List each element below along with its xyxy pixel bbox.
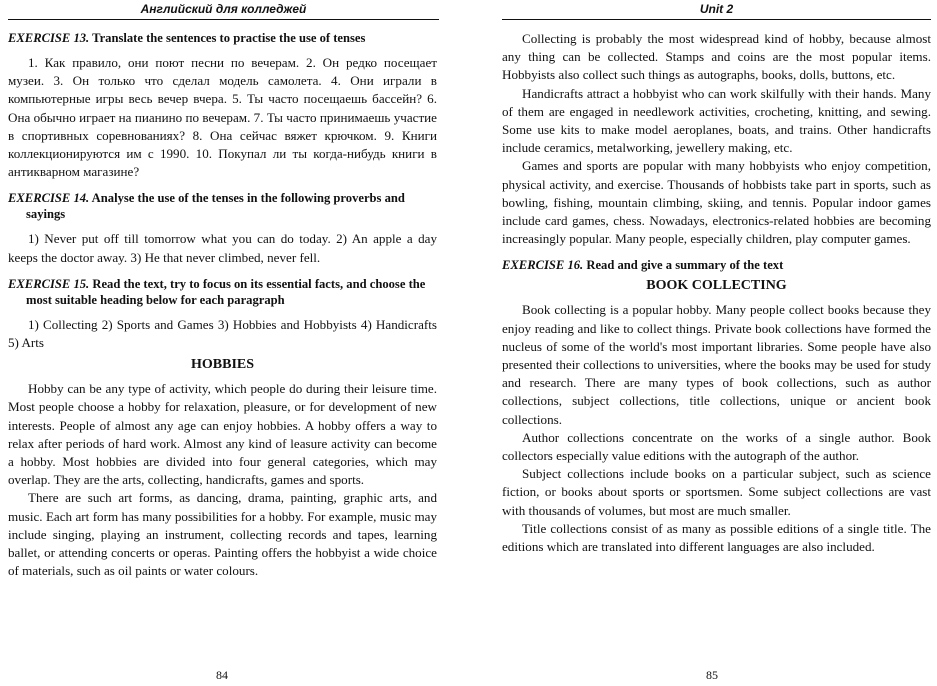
header-rule-left	[8, 19, 439, 20]
right-page-content	[502, 30, 931, 556]
exercise-13-instruction: Translate the sentences to practise the use of tenses	[92, 31, 366, 45]
exercise-16-number: EXERCISE 16.	[502, 258, 584, 273]
exercise-14-text: 1) Never put off till tomorrow what you can do today. 2) An apple a day keeps the doctor away. 3) He that never climbed, never fell.	[8, 231, 437, 265]
handicrafts-paragraph: Handicrafts attract a hobbyist who can work skilfully with their hands. Many of them are engaged in needlework activities, crocheting, knitting, and sewing. Some use kits to make model aeroplanes, boats, and trains. Other handicrafts include ceramics, metalworking, jewellery making, etc.	[502, 85, 931, 156]
right-page	[480, 0, 937, 686]
title-collections-paragraph: Title collections consist of as many as possible editions of a single title. The editions which are translated into different languages are also included.	[502, 520, 931, 555]
exercise-13-heading	[8, 30, 437, 46]
subject-collections-paragraph: Subject collections include books on a particular subject, such as science fiction, or books about sports or sportsmen. Some subject collections are vast with thousands of volumes, but most are much smaller.	[502, 466, 931, 518]
exercise-13-text: 1. Как правило, они поют песни по вечерам. 2. Он редко посещает музеи. 3. Он только что сделал модель самолета. 4. Они играли в компьютерные игры весь вечер вчера. 5. Ты часто посещаешь бассейн? 6. Она обычно играет на пианино по вечерам. 7. Ты часто принимаешь участие в спортивных соревнованиях? 8. Она сейчас вяжет крючком. 9. Книги коллекционируются им с 1990. 10. Покупал ли ты когда-нибудь книги в антикварном магазине?	[8, 55, 437, 180]
left-page	[0, 0, 447, 686]
exercise-15-headings-list: 1) Collecting 2) Sports and Games 3) Hobbies and Hobbyists 4) Handicrafts 5) Arts	[8, 316, 437, 351]
hobbies-title: HOBBIES	[190, 357, 255, 373]
hobbies-paragraph-2: There are such art forms, as dancing, drama, painting, graphic arts, and music. Each art form has many possibilities for a hobby. For example, music may include singing, playing an instrument, collecting records and tapes, learning ballet, or attending concerts or operas. Painting offers the hobbyist a wide choice of materials, such as oil paints or water colours.	[8, 490, 437, 579]
running-head-right: Unit 2	[699, 2, 734, 16]
header-rule-right	[502, 19, 931, 20]
hobbies-paragraph-1: Hobby can be any type of activity, which people do during their leisure time. Most people choose a hobby for relaxation, pleasure, or for development of new interests. People of almost any age can enjoy hobbies. A hobby offers a way to relax after periods of hard work. Almost any kind of leasure activity can become a hobby. Most hobbies are divided into four general categories, which may overlap. They are the arts, collecting, handicrafts, games and sports.	[8, 381, 437, 488]
games-sports-paragraph: Games and sports are popular with many hobbyists who enjoy competition, physical activity, and exercise. Thousands of hobbists take part in sports, such as bowling, fishing, mountain climbing, skiing, and tennis. Popular indoor games include card games, chess. Nowadays, electronics-related hobbies are becoming increasingly popular. Many people, especially children, play computer games.	[502, 158, 931, 247]
exercise-14-instruction: Analyse the use of the tenses in the following proverbs and sayings	[26, 191, 405, 222]
book-collecting-title: BOOK COLLECTING	[646, 278, 787, 294]
book-collecting-paragraph-1: Book collecting is a popular hobby. Many people collect books because they enjoy reading and like to collect things. Private book collections have formed the nucleus of some of the world's most important libraries. Some people have also presented their collections to universities, where the books may be used for study and research. There are many types of book collections, such as author collections, subject collections, title collections, unique or ancient book collections.	[502, 302, 931, 427]
exercise-13-number: EXERCISE 13.	[8, 31, 90, 45]
exercise-16-heading	[502, 257, 931, 273]
exercise-14-number: EXERCISE 14.	[8, 191, 90, 206]
exercise-15-instruction: Read the text, try to focus on its essential facts, and choose the most suitable heading below for each paragraph	[26, 276, 426, 307]
left-page-content	[8, 30, 437, 580]
exercise-15-number: EXERCISE 15.	[8, 276, 90, 291]
page-number-left: 84	[216, 668, 228, 682]
collecting-paragraph: Collecting is probably the most widespread kind of hobby, because almost any thing can be collected. Stamps and coins are the most popular items. Hobbyists also collect such things as autographs, books, dolls, buttons, etc.	[502, 31, 931, 83]
exercise-16-instruction: Read and give a summary of the text	[586, 258, 784, 273]
author-collections-paragraph: Author collections concentrate on the works of a single author. Book collectors especially value editions with the autograph of the author.	[502, 429, 931, 464]
exercise-15-heading	[8, 276, 437, 308]
running-head-left: Английский для колледжей	[140, 2, 307, 16]
exercise-14-heading	[8, 190, 437, 222]
page-number-right: 85	[706, 668, 718, 682]
